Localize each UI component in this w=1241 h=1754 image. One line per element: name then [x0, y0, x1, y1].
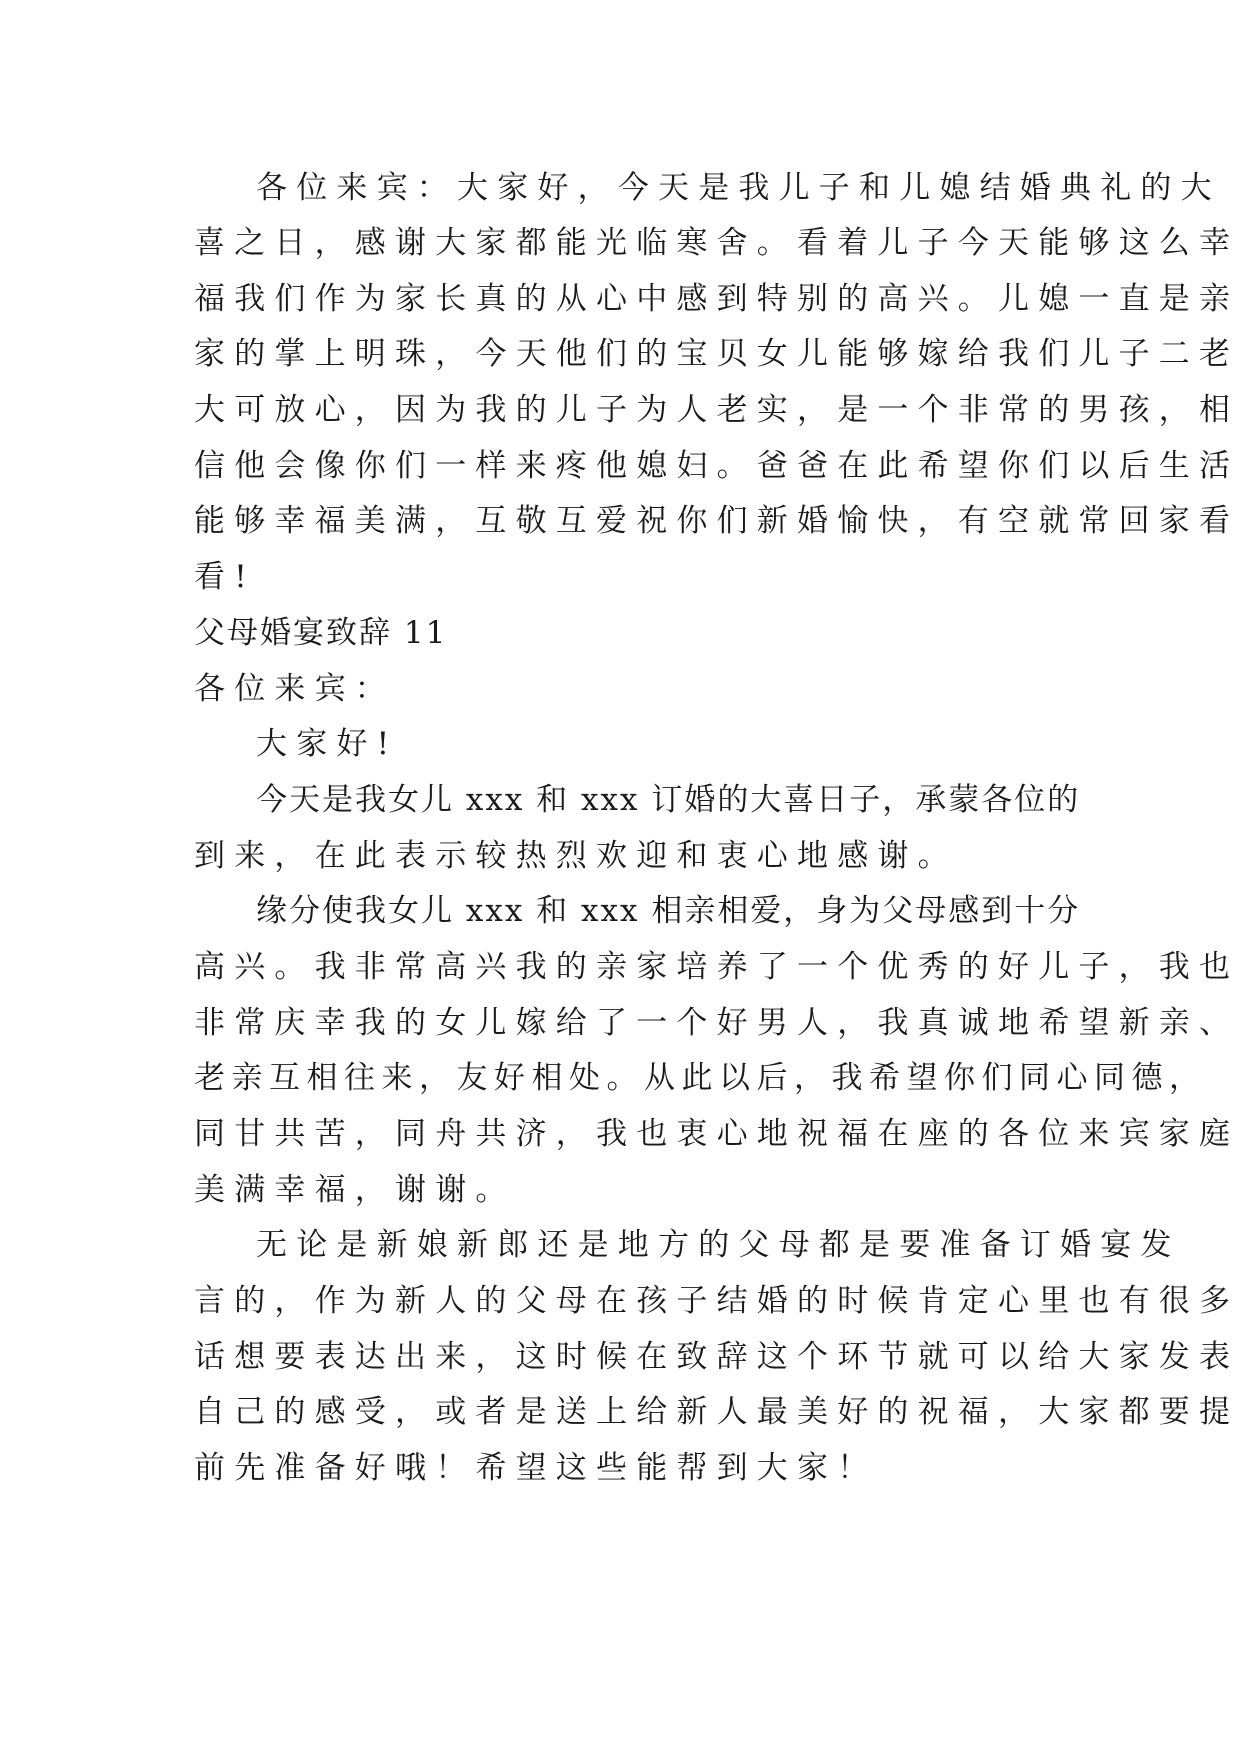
paragraph4-line-4: 自己的感受，或者是送上给新人最美好的祝福，大家都要提	[194, 1394, 1240, 1430]
paragraph3-line-1: 缘分使我女儿 xxx 和 xxx 相亲相爱，身为父母感到十分	[256, 893, 1081, 929]
section-heading: 父母婚宴致辞 11	[194, 615, 448, 651]
paragraph3-line-6: 美满幸福，谢谢。	[194, 1172, 516, 1208]
paragraph1-line-8: 看!	[194, 559, 256, 595]
paragraph2-line-1: 今天是我女儿 xxx 和 xxx 订婚的大喜日子，承蒙各位的	[256, 782, 1081, 818]
paragraph4-line-5: 前先准备好哦！希望这些能帮到大家！	[194, 1450, 878, 1486]
paragraph3-line-2: 高兴。我非常高兴我的亲家培养了一个优秀的好儿子，我也	[194, 949, 1240, 985]
paragraph1-line-6: 信他会像你们一样来疼他媳妇。爸爸在此希望你们以后生活	[194, 448, 1240, 484]
paragraph3-line-3: 非常庆幸我的女儿嫁给了一个好男人，我真诚地希望新亲、	[194, 1005, 1240, 1041]
paragraph4-line-3: 话想要表达出来，这时候在致辞这个环节就可以给大家发表	[194, 1339, 1240, 1375]
salutation: 各位来宾：	[194, 671, 395, 707]
paragraph4-line-2: 言的，作为新人的父母在孩子结婚的时候肯定心里也有很多	[194, 1283, 1240, 1319]
paragraph1-line-3: 福我们作为家长真的从心中感到特别的高兴。儿媳一直是亲	[194, 281, 1240, 317]
paragraph3-line-5: 同甘共苦，同舟共济，我也衷心地祝福在座的各位来宾家庭	[194, 1116, 1240, 1152]
paragraph4-line-1: 无论是新娘新郎还是地方的父母都是要准备订婚宴发	[256, 1227, 1181, 1263]
paragraph1-line-4: 家的掌上明珠，今天他们的宝贝女儿能够嫁给我们儿子二老	[194, 336, 1240, 372]
paragraph2-line-2: 到来，在此表示较热烈欢迎和衷心地感谢。	[194, 838, 958, 874]
greeting: 大家好!	[256, 726, 399, 762]
paragraph1-line-5: 大可放心，因为我的儿子为人老实，是一个非常的男孩，相	[194, 392, 1240, 428]
paragraph1-line-7: 能够幸福美满，互敬互爱祝你们新婚愉快，有空就常回家看	[194, 503, 1240, 539]
paragraph3-line-4: 老亲互相往来，友好相处。从此以后，我希望你们同心同德，	[194, 1060, 1207, 1096]
paragraph1-line-1: 各位来宾：大家好，今天是我儿子和儿媳结婚典礼的大	[256, 170, 1221, 206]
paragraph1-line-2: 喜之日，感谢大家都能光临寒舍。看着儿子今天能够这么幸	[194, 225, 1240, 261]
